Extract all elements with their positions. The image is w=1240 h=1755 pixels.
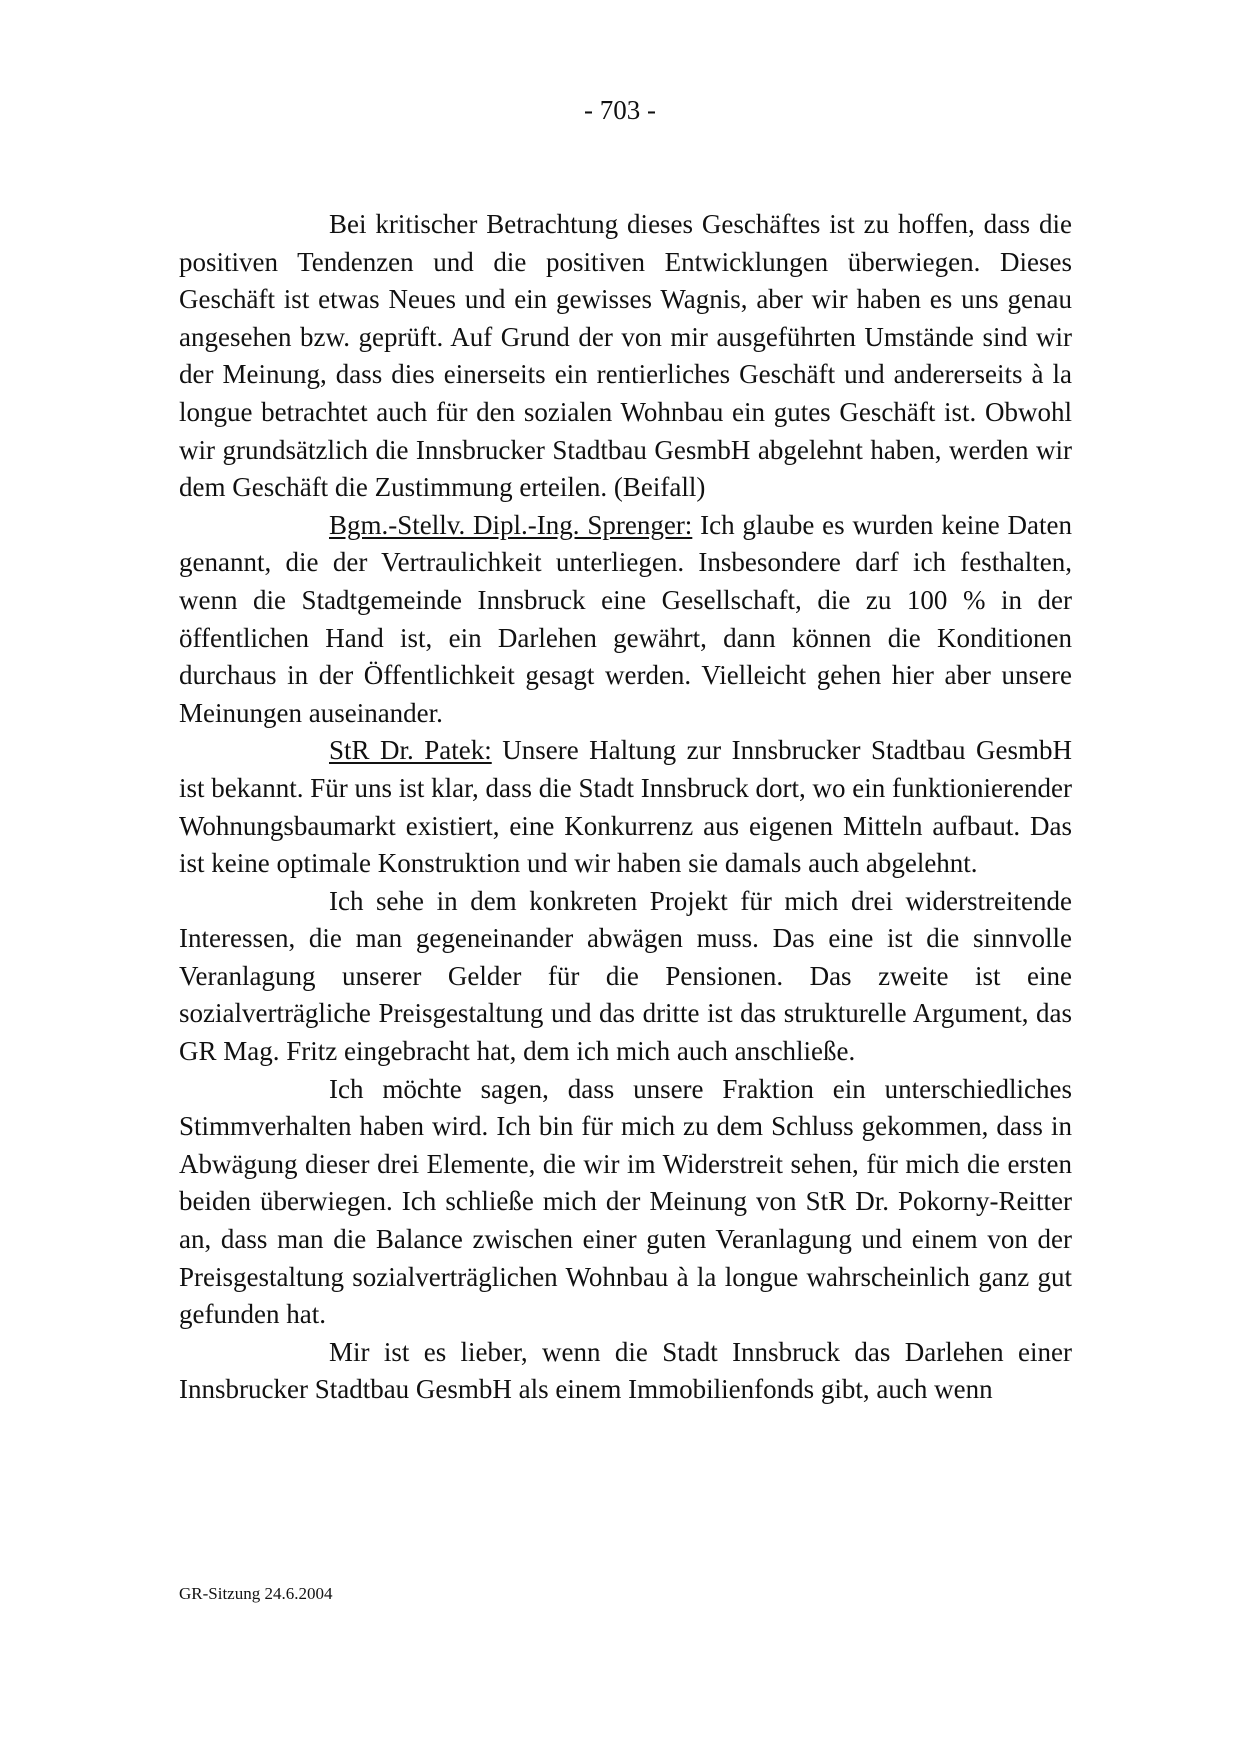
document-body <box>179 206 1072 1409</box>
paragraph <box>179 1334 1072 1409</box>
paragraph <box>179 732 1072 882</box>
paragraph-text: Mir ist es lieber, wenn die Stadt Innsbruck das Darlehen einer Innsbrucker Stadtbau GesmbH als einem Immobilienfonds gibt, auch wenn <box>179 1336 1072 1405</box>
paragraph-text: Ich möchte sagen, dass unsere Fraktion ein unterschiedliches Stimmverhalten haben wird. Ich bin für mich zu dem Schluss gekommen, dass in Abwägung dieser drei Elemente, die wir im Widerstreit sehen, für mich die ersten beiden überwiegen. Ich schließe mich der Meinung von StR Dr. Pokorny-Reitter an, dass man die Balance zwischen einer guten Veranlagung und einem von der Preisgestaltung sozialverträglichen Wohnbau à la longue wahrscheinlich ganz gut gefunden hat. <box>179 1073 1072 1330</box>
speaker-name: StR Dr. Patek: <box>329 735 492 766</box>
page-number: - 703 - <box>584 95 656 125</box>
footer-session-date: GR-Sitzung 24.6.2004 <box>179 1584 333 1603</box>
paragraph-text: Unsere Haltung zur Innsbrucker Stadtbau GesmbH ist bekannt. Für uns ist klar, dass die Stadt Innsbruck dort, wo ein funktionierender Wohnungsbaumarkt existiert, eine Konkurrenz aus eigenen Mitteln aufbaut. Das ist keine optimale Konstruktion und wir haben sie damals auch abgelehnt. <box>179 735 1072 879</box>
paragraph-text: Bei kritischer Betrachtung dieses Geschäftes ist zu hoffen, dass die positiven Tendenzen und die positiven Entwicklungen überwiegen. Dieses Geschäft ist etwas Neues und ein gewisses Wagnis, aber wir haben es uns genau angesehen bzw. geprüft. Auf Grund der von mir ausgeführten Umstände sind wir der Meinung, dass dies einerseits ein rentierliches Geschäft und andererseits à la longue betrachtet auch für den sozialen Wohnbau ein gutes Geschäft ist. Obwohl wir grundsätzlich die Innsbrucker Stadtbau GesmbH abgelehnt haben, werden wir dem Geschäft die Zustimmung erteilen. (Beifall) <box>179 209 1072 503</box>
paragraph <box>179 507 1072 733</box>
paragraph-text: Ich glaube es wurden keine Daten genannt, die der Vertraulichkeit unterliegen. Insbesondere darf ich festhalten, wenn die Stadtgemeinde Innsbruck eine Gesellschaft, die zu 100 % in der öffentlichen Hand ist, ein Darlehen gewährt, dann können die Konditionen durchaus in der Öffentlichkeit gesagt werden. Vielleicht gehen hier aber unsere Meinungen auseinander. <box>179 509 1072 728</box>
paragraph <box>179 883 1072 1071</box>
paragraph-text: Ich sehe in dem konkreten Projekt für mich drei widerstreitende Interessen, die man gegeneinander abwägen muss. Das eine ist die sinnvolle Veranlagung unserer Gelder für die Pensionen. Das zweite ist eine sozialverträgliche Preisgestaltung und das dritte ist das strukturelle Argument, das GR Mag. Fritz eingebracht hat, dem ich mich auch anschließe. <box>179 885 1072 1067</box>
speaker-name: Bgm.-Stellv. Dipl.-Ing. Sprenger: <box>329 509 693 540</box>
paragraph <box>179 206 1072 507</box>
paragraph <box>179 1071 1072 1334</box>
